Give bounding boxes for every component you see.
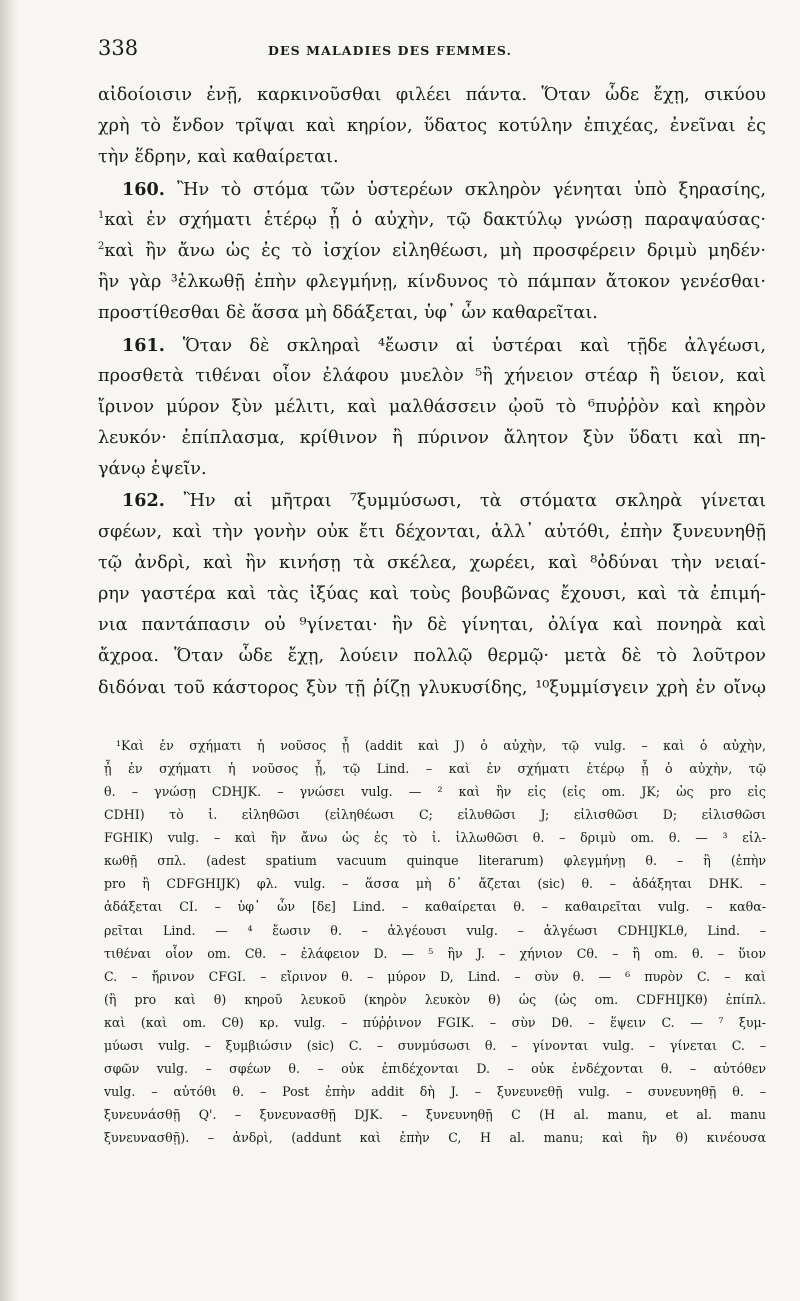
main-text <box>98 80 766 704</box>
footnote-line: μύωσι vulg. – ξυμβιώσιν (sic) C. – συνμύσωσι θ. – γίνονται vulg. – γίνεται C. – <box>104 1037 766 1053</box>
text-line <box>98 423 766 454</box>
line-text: λευκόν· ἐπίπλασμα, κρίθινον ἢ πύρινον ἄλητον ξὺν ὕδατι καὶ πη- <box>98 428 766 449</box>
line-text: ἄχροα. Ὅταν ὧδε ἔχῃ, λούειν πολλῷ θερμῷ· μετὰ δὲ τὸ λοῦτρον <box>98 646 766 667</box>
text-line <box>98 205 766 236</box>
line-text: προσθετὰ τιθέναι οἷον ἐλάφου μυελὸν ⁵ἢ χήνειον στέαρ ἢ ὕειον, καὶ <box>98 365 766 386</box>
footnote-line: pro ἢ CDFGHIJK) φλ. vulg. – ἅσσα μὴ δ᾽ ἄζεται (sic) θ. – ἀδάξηται DHK. – <box>104 876 766 892</box>
line-text: αἰδοίοισιν ἐνῇ, καρκινοῦσθαι φιλέει πάντα. Ὅταν ὧδε ἔχῃ, σικύου <box>98 85 766 105</box>
page-header <box>98 36 766 76</box>
text-line <box>98 142 766 173</box>
footnote-line: ξυνευνάσθῇ Q'. – ξυνευνασθῇ DJK. – ξυνευνηθῇ C (H al. manu, et al. manu <box>104 1107 766 1123</box>
text-line <box>98 485 766 516</box>
text-line <box>98 579 766 610</box>
footnote-line: ξυνευνασθῇ). – ἀνδρὶ, (addunt καὶ ἐπὴν C, H al. manu; καὶ ἢν θ) κινέουσα <box>104 1130 766 1146</box>
footnote-line: CDHI) τὸ ἰ. εἰληθῶσι (εἰληθέωσι C; εἰλυθῶσι J; εἰλισθῶσι D; εἰλισθῶσι <box>104 807 766 823</box>
line-text: τῷ ἀνδρὶ, καὶ ἢν κινήσῃ τὰ σκέλεα, χωρέει, καὶ ⁸ὀδύναι τὴν νειαί- <box>98 552 766 573</box>
section-number: 162. <box>122 490 184 512</box>
footnote-marker: 1 <box>98 209 105 221</box>
text-line <box>98 330 766 361</box>
footnotes <box>98 734 766 1150</box>
text-line <box>98 392 766 423</box>
line-text: νια παντάπασιν οὐ ⁹γίνεται· ἢν δὲ γίνηται, ὀλίγα καὶ πονηρὰ καὶ <box>98 615 766 636</box>
line-text: σφέων, καὶ τὴν γονὴν οὐκ ἔτι δέχονται, ἀλλ᾽ αὐτόθι, ἐπὴν ξυνευνηθῇ <box>98 521 766 542</box>
footnote-line: ¹Καὶ ἐν σχήματι ἡ νοῦσος ᾖ (addit καὶ J) ὁ αὐχὴν, τῷ vulg. – καὶ ὁ αὐχὴν, <box>116 737 766 753</box>
footnote-line: vulg. – αὐτόθι θ. – Post ἐπὴν addit δὴ J. – ξυνευνεθῇ vulg. – συνευνηθῇ θ. – <box>104 1084 766 1100</box>
section-number: 161. <box>122 334 183 356</box>
footnote-line: ρεῖται Lind. — ⁴ ἔωσιν θ. – ἀλγέουσι vulg. – ἀλγέωσι CDHIJKLθ, Lind. – <box>104 922 766 938</box>
footnote-line: FGHIK) vulg. – καὶ ἢν ἄνω ὡς ἐς τὸ ἰ. ἰλλωθῶσι θ. – δριμὺ om. θ. — ³ εἰλ- <box>104 830 766 846</box>
text-line <box>98 236 766 267</box>
line-text: προστίθεσθαι δὲ ἅσσα μὴ δδάξεται, ὑφ᾽ ὧν καθαρεῖται. <box>98 303 598 324</box>
text-line <box>98 641 766 672</box>
line-text: τὴν ἕδρην, καὶ καθαίρεται. <box>98 147 339 168</box>
footnote-line: ᾖ ἐν σχήματι ἡ νοῦσος ᾖ, τῷ Lind. – καὶ ἐν σχήματι ἑτέρῳ ᾖ ὁ αὐχὴν, τῷ <box>104 760 766 776</box>
page-number: 338 <box>98 36 139 60</box>
footnote-line: σφῶν vulg. – σφέων θ. – οὐκ ἐπιδέχονται D. – οὐκ ἐνδέχονται θ. – αὐτόθεν <box>104 1061 766 1077</box>
line-text: γάνῳ ἑψεῖν. <box>98 459 207 480</box>
line-text: ἢν γὰρ ³ἑλκωθῇ ἐπὴν φλεγμήνῃ, κίνδυνος τὸ πάμπαν ἄτοκον γενέσθαι· <box>98 272 766 293</box>
line-text: καὶ ἐν σχήματι ἑτέρῳ ᾖ ὁ αὐχὴν, τῷ δακτύλῳ γνώσῃ παραψαύσας· <box>104 209 766 230</box>
text-line <box>98 111 766 142</box>
line-text: Ὅταν δὲ σκληραὶ ⁴ἔωσιν αἱ ὑστέραι καὶ τῇδε ἀλγέωσι, <box>182 335 766 356</box>
text-line <box>98 610 766 641</box>
line-text: Ἢν τὸ στόμα τῶν ὑστερέων σκληρὸν γένηται ὑπὸ ξηρασίης, <box>177 179 766 200</box>
footnote-line: τιθέναι οἷον om. Cθ. – ἐλάφειον D. — ⁵ ἢν J. – χήνιον Cθ. – ἢ om. θ. – ὕιον <box>104 945 766 961</box>
footnote-line: ἀδάξεται CI. – ὑφ᾽ ὧν [δε] Lind. – καθαίρεται θ. – καθαιρεῖται vulg. – καθα- <box>104 899 766 915</box>
footnote-line: κωθῇ σπλ. (adest spatium vacuum quinque literarum) φλεγμήνῃ θ. – ἢ (ἐπὴν <box>104 853 766 869</box>
running-head: DES MALADIES DES FEMMES. <box>268 43 513 58</box>
line-text: ρην γαστέρα καὶ τὰς ἰξύας καὶ τοὺς βουβῶνας ἔχουσι, καὶ τὰ ἐπιμή- <box>98 584 766 604</box>
section-number: 160. <box>122 178 178 200</box>
text-line <box>98 454 766 485</box>
footnote-line: C. – ἤρινον CFGI. – εἴρινον θ. – μύρον D, Lind. – σὺν θ. — ⁶ πυρὸν C. – καὶ <box>104 968 766 984</box>
line-text: διδόναι τοῦ κάστορος ξὺν τῇ ῥίζῃ γλυκυσίδης, ¹⁰ξυμμίσγειν χρὴ ἐν οἴνῳ <box>98 677 766 698</box>
footnote-line: θ. – γνώσῃ CDHJK. – γνώσει vulg. — ² καὶ ἢν εἰς (εἰς om. JK; ὡς pro εἰς <box>104 783 766 799</box>
footnote-line: (ἢ pro καὶ θ) κηροῦ λευκοῦ (κηρὸν λευκὸν θ) ὡς (ὡς om. CDFHIJKθ) ἐπίπλ. <box>104 991 766 1007</box>
line-text: χρὴ τὸ ἔνδον τρῖψαι καὶ κηρίον, ὕδατος κοτύλην ἐπιχέας, ἐνεῖναι ἐς <box>98 116 766 137</box>
footnote-line: καὶ (καὶ om. Cθ) κρ. vulg. – πύῤῥινον FGIK. – σὺν Dθ. – ἕψειν C. — ⁷ ξυμ- <box>104 1014 766 1030</box>
text-line <box>98 267 766 298</box>
text-line <box>98 174 766 205</box>
text-line <box>98 80 766 111</box>
line-text: ἴρινον μύρον ξὺν μέλιτι, καὶ μαλθάσσειν ᾠοῦ τὸ ⁶πυῤῥὸν καὶ κηρὸν <box>98 396 766 417</box>
line-text: Ἢν αἱ μῆτραι ⁷ξυμμύσωσι, τὰ στόματα σκληρὰ γίνεται <box>183 491 766 512</box>
footnote-marker: 2 <box>98 241 105 253</box>
text-line <box>98 517 766 548</box>
text-line <box>98 673 766 704</box>
line-text: καὶ ἢν ἄνω ὡς ἐς τὸ ἰσχίον εἰληθέωσι, μὴ προσφέρειν δριμὺ μηδέν· <box>104 240 766 261</box>
text-line <box>98 361 766 392</box>
text-line <box>98 548 766 579</box>
text-line <box>98 298 766 329</box>
